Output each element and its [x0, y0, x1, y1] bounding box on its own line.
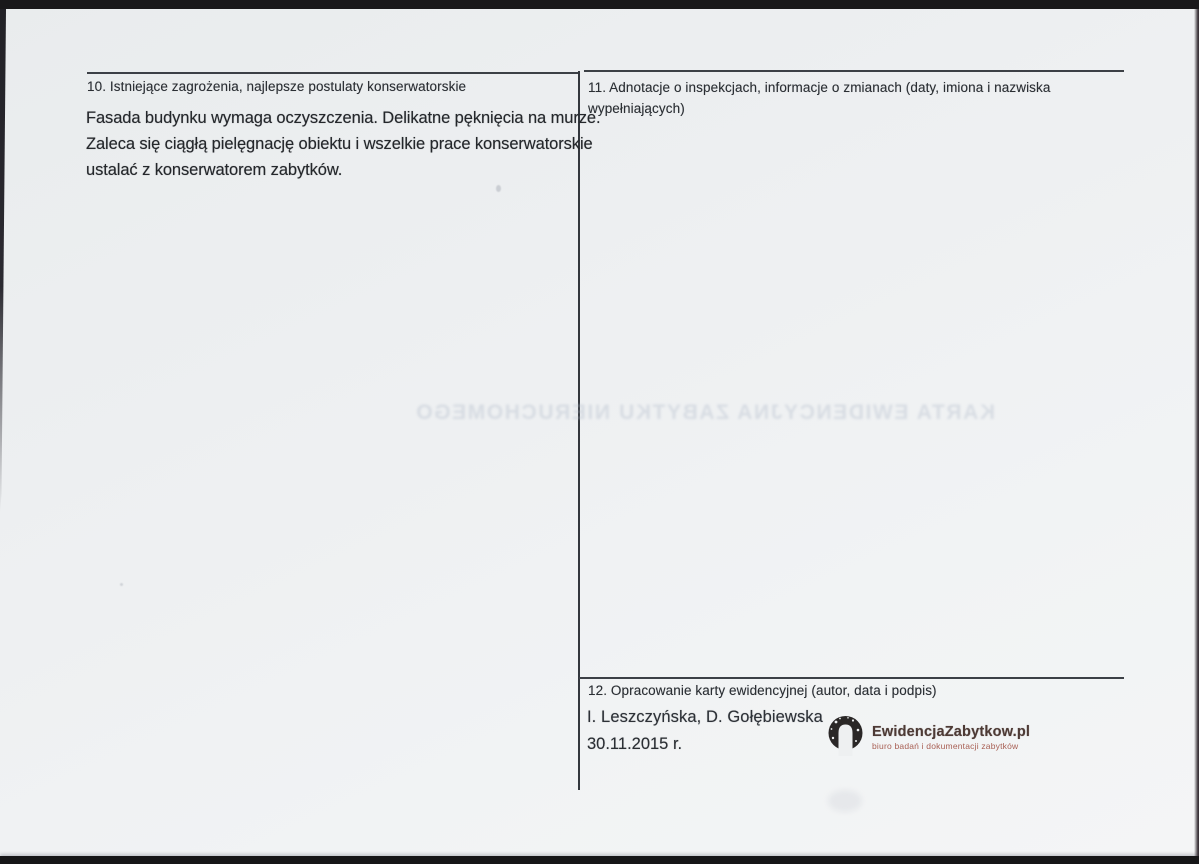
section-12-heading: 12. Opracowanie karty ewidencyjnej (autor, data i podpis): [588, 683, 937, 698]
section-11-heading-line-2: wypełniających): [588, 101, 685, 116]
logo-title: EwidencjaZabytkow.pl: [872, 724, 1031, 740]
bleed-through-text: KARTA EWIDENCYJNA ZABYTKU NIERUCHOMEGO: [414, 401, 995, 424]
rule-top-right-section: [584, 70, 1124, 72]
section-11-heading-line-1: 11. Adnotacje o inspekcjach, informacje o zmianach (daty, imiona i nazwiska: [588, 80, 1051, 95]
scan-speck: [120, 583, 123, 586]
rule-section-12: [579, 677, 1124, 679]
logo-text-block: [872, 724, 1030, 751]
section-10-body-line-2: Zaleca się ciągłą pielęgnację obiektu i wszelkie prace konserwatorskie: [86, 135, 593, 153]
logo-subtitle: biuro badań i dokumentacji zabytków: [872, 741, 1019, 751]
scan-edge-bottom: [0, 856, 1199, 864]
scan-edge-right: [1194, 9, 1199, 856]
scan-smudge: [828, 790, 862, 812]
scan-edge-top: [0, 0, 1199, 9]
section-12-authors: I. Leszczyńska, D. Gołębiewska: [587, 708, 823, 726]
section-12-date: 30.11.2015 r.: [587, 735, 683, 753]
scan-speck: [496, 185, 501, 192]
section-11-heading: [588, 77, 1050, 119]
rule-top-left-section: [87, 72, 580, 74]
arch-gate-icon: [826, 712, 865, 763]
section-10-heading: 10. Istniejące zagrożenia, najlepsze postulaty konserwatorskie: [87, 79, 467, 94]
ewidencja-zabytkow-logo: [826, 712, 1030, 763]
section-10-body: [86, 105, 600, 183]
section-10-body-line-3: ustalać z konserwatorem zabytków.: [86, 161, 343, 179]
section-10-body-line-1: Fasada budynku wymaga oczyszczenia. Delikatne pęknięcia na murze.: [86, 109, 601, 127]
